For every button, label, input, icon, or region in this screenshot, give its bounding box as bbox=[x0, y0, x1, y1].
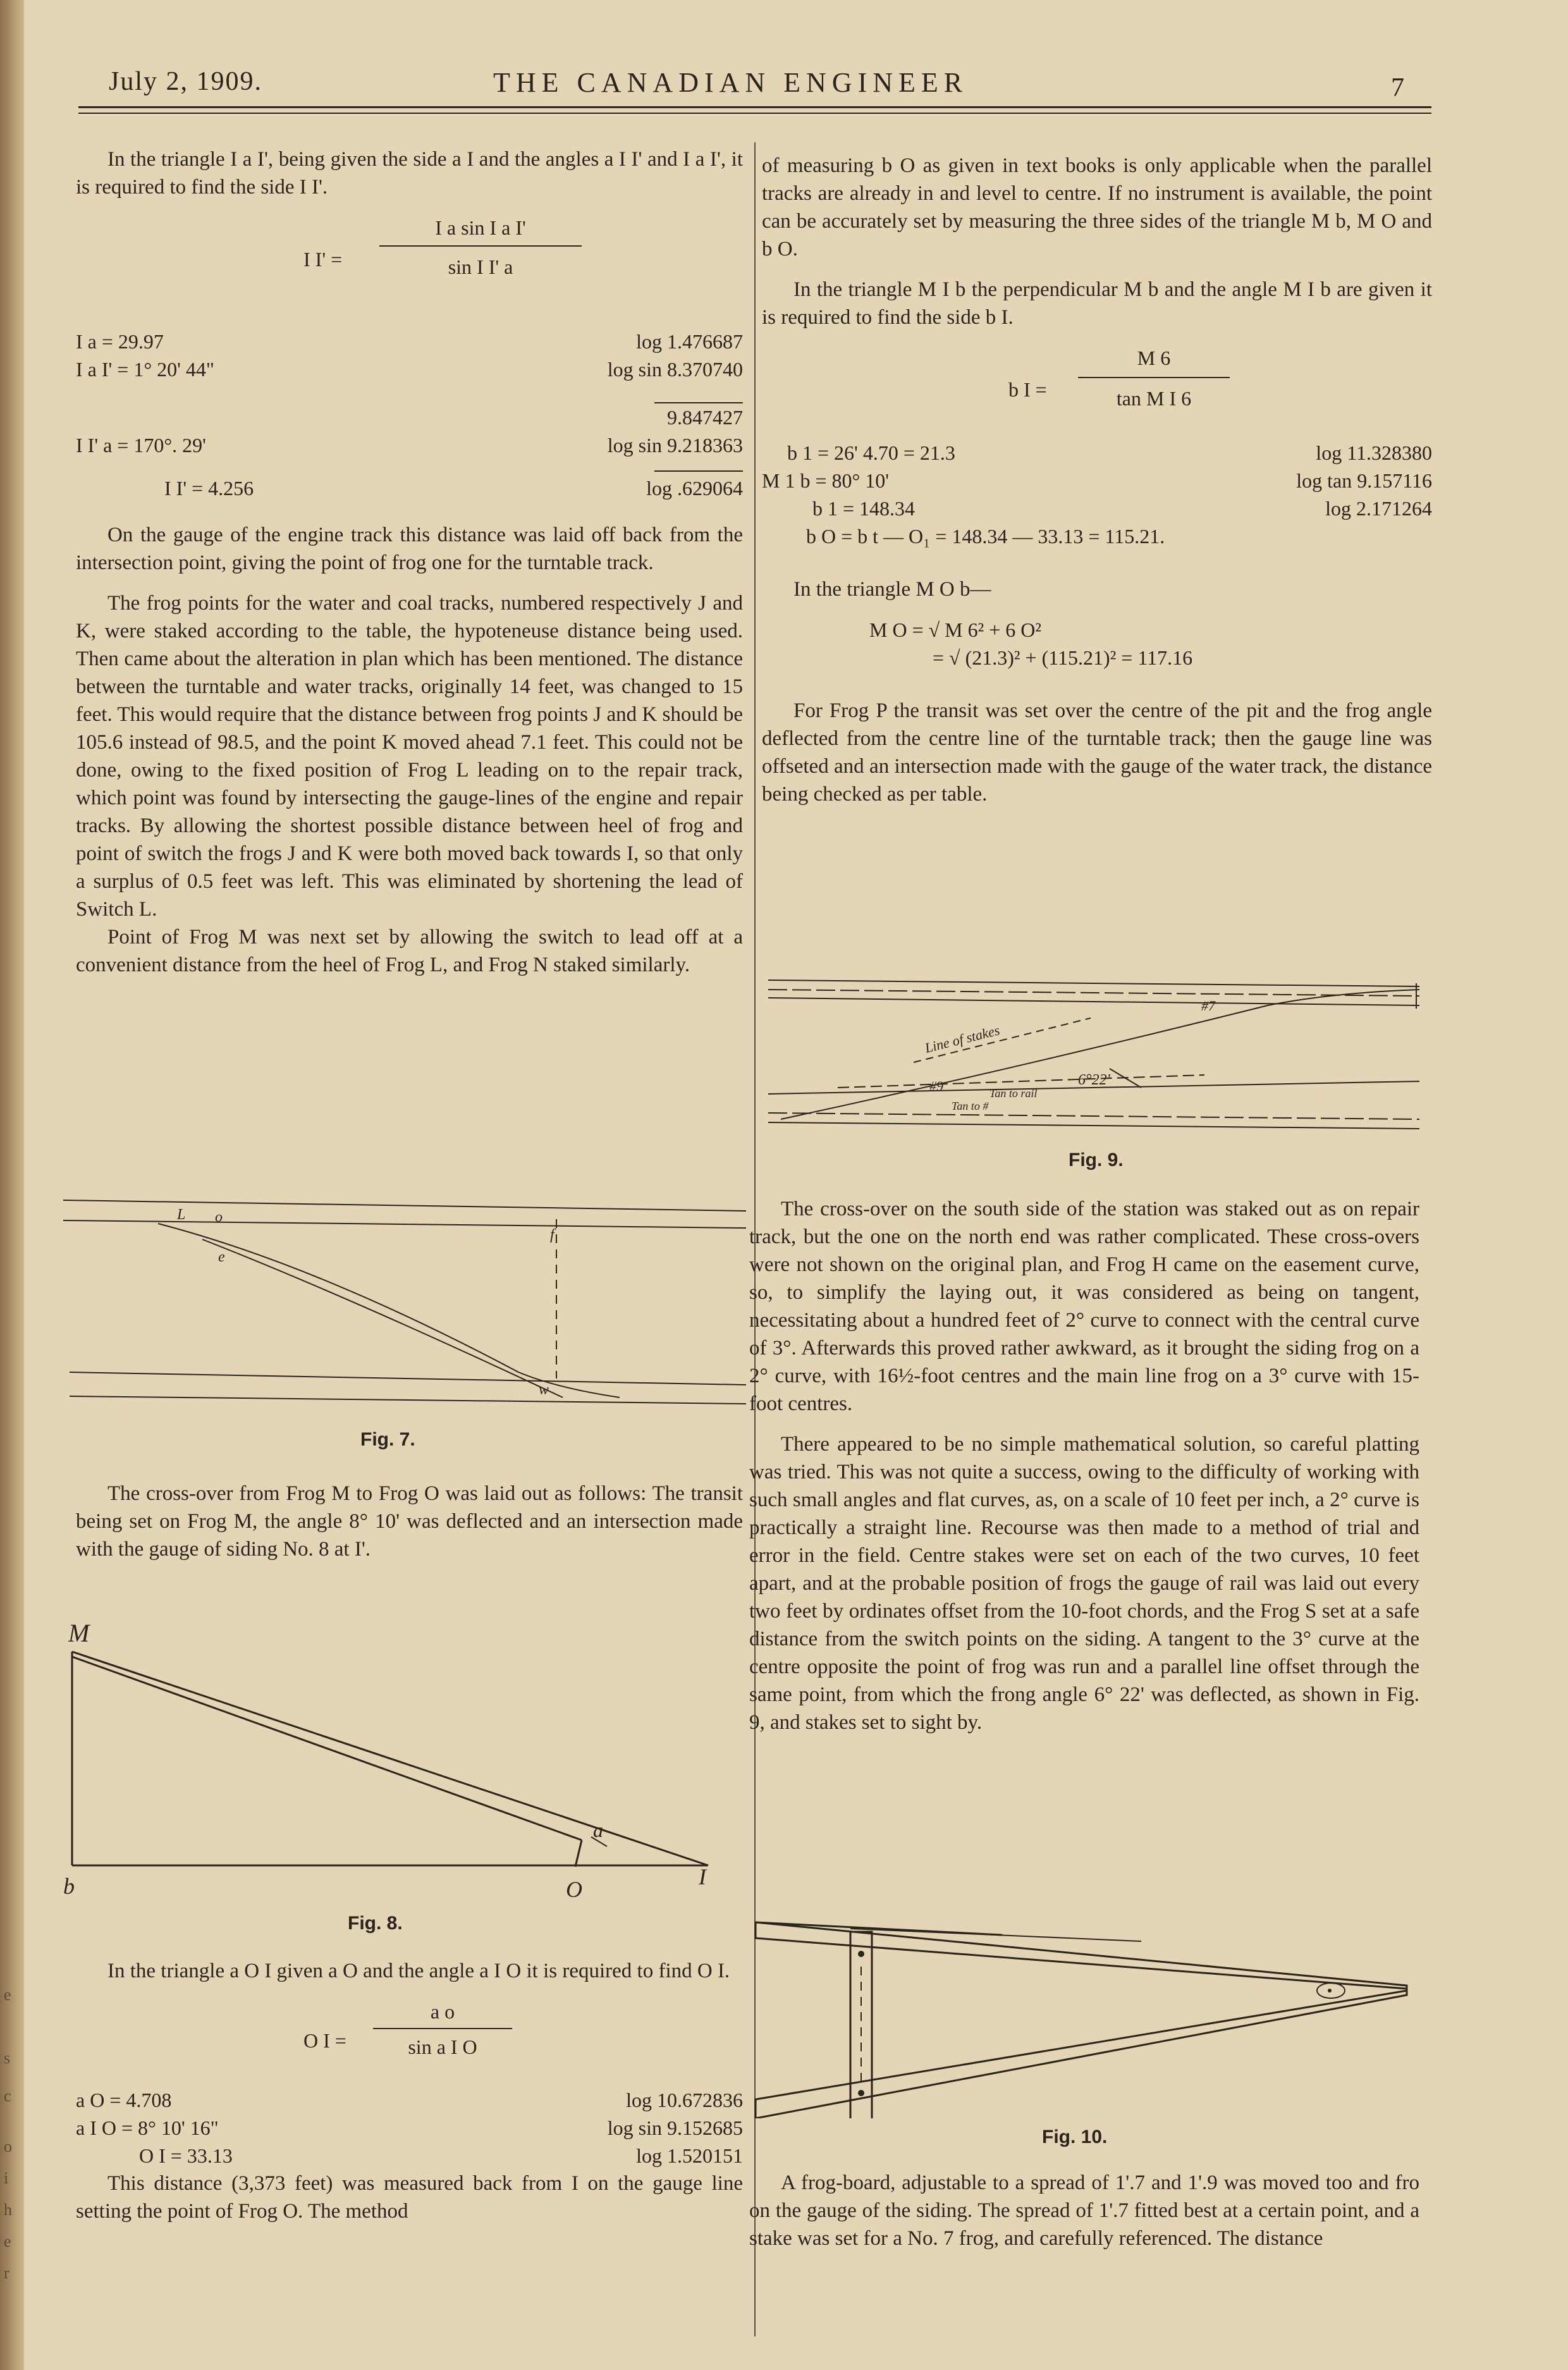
log-right: log 10.672836 bbox=[626, 2089, 743, 2111]
binding-spine bbox=[0, 0, 24, 2370]
fig10-caption: Fig. 10. bbox=[1042, 2127, 1108, 2147]
log-left: I a I' = 1° 20' 44" bbox=[76, 358, 214, 381]
fig10-frog-point bbox=[1328, 1989, 1332, 1992]
eq-numerator: M 6 bbox=[1078, 344, 1230, 378]
svg-text:f: f bbox=[550, 1227, 554, 1243]
svg-text:w: w bbox=[539, 1382, 549, 1398]
log-left: M 1 b = 80° 10' bbox=[762, 469, 890, 492]
log-right: log sin 8.370740 bbox=[607, 358, 743, 381]
svg-text:o: o bbox=[215, 1209, 223, 1225]
right-column-mid bbox=[749, 1195, 1419, 1749]
log-right: log tan 9.157116 bbox=[1296, 469, 1432, 492]
paragraph: The cross-over from Frog M to Frog O was laid out as follows: The transit being set on Frog M, the angle 8° 10' was deflected and an intersection made with the gauge of siding No. 8 at I'. bbox=[76, 1482, 743, 1561]
eq-denominator: tan M I 6 bbox=[1116, 387, 1192, 410]
right-column-top bbox=[762, 152, 1432, 821]
log-right: log 2.171264 bbox=[1325, 497, 1432, 520]
fig10-bolt bbox=[858, 2090, 864, 2096]
paragraph: For Frog P the transit was set over the centre of the pit and the frog angle deflected from the centre line of the turntable track; then the gauge line was offseted and an intersection made with the gauge of the water track, the distance being checked as per table. bbox=[762, 699, 1432, 806]
eq-denominator: sin a I O bbox=[408, 2035, 477, 2058]
log-left: b 1 = 26' 4.70 = 21.3 bbox=[787, 441, 955, 464]
paragraph: In the triangle M I b the perpendicular M b and the angle M I b are given it is required to find the side b I. bbox=[762, 278, 1432, 329]
fig8-label-i: I bbox=[699, 1864, 706, 1889]
eq-numerator: a o bbox=[373, 1998, 512, 2029]
header-page-number: 7 bbox=[1391, 73, 1406, 102]
paragraph: This distance (3,373 feet) was measured back from I on the gauge line setting the point of Frog O. The method bbox=[76, 2172, 743, 2223]
margin-mark: c bbox=[4, 2087, 11, 2105]
figure-7 bbox=[63, 1189, 752, 1423]
equation-bi bbox=[762, 344, 1432, 426]
equation-oi bbox=[76, 1998, 743, 2080]
fig10-bolt bbox=[858, 1951, 864, 1957]
eq-lhs: b I = bbox=[1008, 378, 1047, 401]
margin-mark: o bbox=[4, 2137, 12, 2156]
fig9-caption: Fig. 9. bbox=[1069, 1150, 1124, 1170]
figure-10 bbox=[749, 1910, 1432, 2118]
eq-numerator: I a sin I a I' bbox=[379, 214, 582, 247]
log-right: log sin 9.152685 bbox=[607, 2116, 743, 2139]
margin-mark: h bbox=[4, 2201, 12, 2219]
paragraph: In the triangle I a I', being given the side a I and the angles a I I' and I a I', it is required to find the side I I'. bbox=[76, 148, 743, 199]
fig8-label-a: a bbox=[593, 1819, 603, 1841]
equation-ii bbox=[76, 214, 743, 302]
log-left: O I = 33.13 bbox=[139, 2144, 233, 2167]
fig7-caption: Fig. 7. bbox=[360, 1429, 415, 1450]
svg-text:e: e bbox=[218, 1249, 225, 1265]
right-column-bottom bbox=[749, 2169, 1419, 2265]
fig8-label-b: b bbox=[63, 1874, 75, 1897]
margin-mark: e bbox=[4, 1986, 11, 2004]
paragraph: On the gauge of the engine track this distance was laid off back from the intersection point, giving the point of frog one for the turntable track. bbox=[76, 524, 743, 574]
log-sum: 9.847427 bbox=[667, 406, 743, 429]
left-column-top bbox=[76, 145, 743, 992]
header-rule-2 bbox=[78, 113, 1431, 114]
bo-equation: b O = b t — O₁ = 148.34 — 33.13 = 115.21. bbox=[806, 525, 1165, 548]
margin-mark: r bbox=[4, 2264, 9, 2282]
log-left: b 1 = 148.34 bbox=[812, 497, 916, 520]
paragraph: In the triangle M O b— bbox=[793, 578, 991, 601]
log-left: a O = 4.708 bbox=[76, 2089, 172, 2111]
margin-mark: i bbox=[4, 2169, 9, 2187]
fig9-label-9: #9 bbox=[929, 1078, 943, 1094]
fig8-caption: Fig. 8. bbox=[348, 1913, 403, 1934]
fig8-label-o: O bbox=[566, 1877, 582, 1897]
header-journal: THE CANADIAN ENGINEER bbox=[493, 67, 969, 98]
paragraph: A frog-board, adjustable to a spread of 1'.7 and 1'.9 was moved too and fro on the gauge of the siding. The spread of 1'.7 fitted best at a certain point, and a stake was set for a No. 7 frog, and carefully referenced. The distance bbox=[749, 2171, 1419, 2250]
eq-lhs: O I = bbox=[303, 2029, 346, 2052]
log-right: log 11.328380 bbox=[1316, 441, 1432, 464]
paragraph: The cross-over on the south side of the station was staked out as on repair track, but the one on the north end was rather complicated. These cross-overs were not shown on the original plan, and Frog H came on the easement curve, so, to simplify the laying out, it was considered as being on tangent, necessitating about a hundred feet of 2° curve to connect with the central curve of 3°. Afterwards this proved rather awkward, as it brought the siding frog on a 2° curve, with 16½-foot centres and the main line frog on a 3° curve with 15-foot centres. bbox=[749, 1198, 1419, 1415]
log-table-1 bbox=[76, 328, 743, 502]
eq-denominator: sin I I' a bbox=[448, 255, 513, 278]
left-column-bottom bbox=[76, 1957, 743, 2238]
fig8-label-m: M bbox=[68, 1619, 90, 1647]
fig9-label-stakes: Line of stakes bbox=[923, 1022, 1001, 1056]
eq-lhs: I I' = bbox=[303, 248, 343, 271]
fig9-label-7: #7 bbox=[1201, 998, 1215, 1014]
log-right: log sin 9.218363 bbox=[607, 434, 743, 457]
header-date: July 2, 1909. bbox=[109, 67, 263, 96]
fig7-label-l: L bbox=[177, 1206, 186, 1223]
header-rule bbox=[78, 106, 1431, 108]
figure-8 bbox=[63, 1619, 752, 1897]
figure-9 bbox=[762, 967, 1432, 1145]
mo-line-2: = √ (21.3)² + (115.21)² = 117.16 bbox=[933, 646, 1193, 669]
fig9-label-tan: Tan to # bbox=[952, 1100, 989, 1112]
left-column-mid bbox=[76, 1480, 743, 1576]
log-left: I I' a = 170°. 29' bbox=[76, 434, 206, 457]
mo-line-1: M O = √ M 6² + 6 O² bbox=[869, 618, 1041, 641]
paragraph: The frog points for the water and coal tracks, numbered respectively J and K, were staked according to the table, the hypoteneuse distance being used. Then came about the alteration in plan which has been mentioned. The distance between the turntable and water tracks, originally 14 feet, was changed to 15 feet. This would require that the distance between frog points J and K should be 105.6 instead of 98.5, and the point K moved ahead 7.1 feet. This could not be done, owing to the fixed position of Frog L leading on to the repair track, which point was found by intersecting the gauge-lines of the engine and repair tracks. By allowing the shortest possible distance between heel of frog and point of switch the frogs J and K were both moved back towards I, so that only a surplus of 0.5 feet was left. This was eliminated by shortening the lead of Switch L. bbox=[76, 592, 743, 921]
log-right: log 1.476687 bbox=[636, 330, 743, 353]
paragraph: of measuring b O as given in text books is only applicable when the parallel tracks are already in and level to centre. If no instrument is available, the point can be accurately set by measuring the three sides of the triangle M b, M O and b O. bbox=[762, 154, 1432, 261]
log-right: log 1.520151 bbox=[636, 2144, 743, 2167]
log-right: log .629064 bbox=[646, 477, 743, 500]
equation-mo bbox=[762, 616, 1432, 672]
log-left: I I' = 4.256 bbox=[164, 477, 254, 500]
paragraph: There appeared to be no simple mathematical solution, so careful platting was tried. This was not quite a success, owing to the difficulty of working with such small angles and flat curves, as, on a scale of 10 feet per inch, a 2° curve is practically a straight line. Recourse was then made to a method of trial and error in the field. Centre stakes were set on each of the two curves, 10 feet apart, and at the probable position of frogs the gauge of rail was laid out every two feet by ordinates offset from the 10-foot chords, and the Frog S set at a safe distance from the switch points on the siding. A tangent to the 3° curve at the centre opposite the point of frog was run and a parallel line offset through the same point, from which the frong angle 6° 22' was deflected, as shown in Fig. 9, and stakes set to sight by. bbox=[749, 1433, 1419, 1734]
log-left: a I O = 8° 10' 16" bbox=[76, 2116, 219, 2139]
log-table-3 bbox=[76, 2086, 743, 2170]
fig9-label-tan-rail: Tan to rail bbox=[989, 1087, 1038, 1100]
paragraph: Point of Frog M was next set by allowing the switch to lead off at a convenient distance from the heel of Frog L, and Frog N staked similarly. bbox=[76, 926, 743, 976]
margin-mark: e bbox=[4, 2232, 11, 2250]
margin-mark: s bbox=[4, 2049, 11, 2067]
fig9-label-angle: 6°22' bbox=[1078, 1072, 1110, 1088]
paragraph: In the triangle a O I given a O and the angle a I O it is required to find O I. bbox=[107, 1960, 730, 1982]
log-table-4 bbox=[762, 439, 1432, 550]
log-left: I a = 29.97 bbox=[76, 330, 164, 353]
